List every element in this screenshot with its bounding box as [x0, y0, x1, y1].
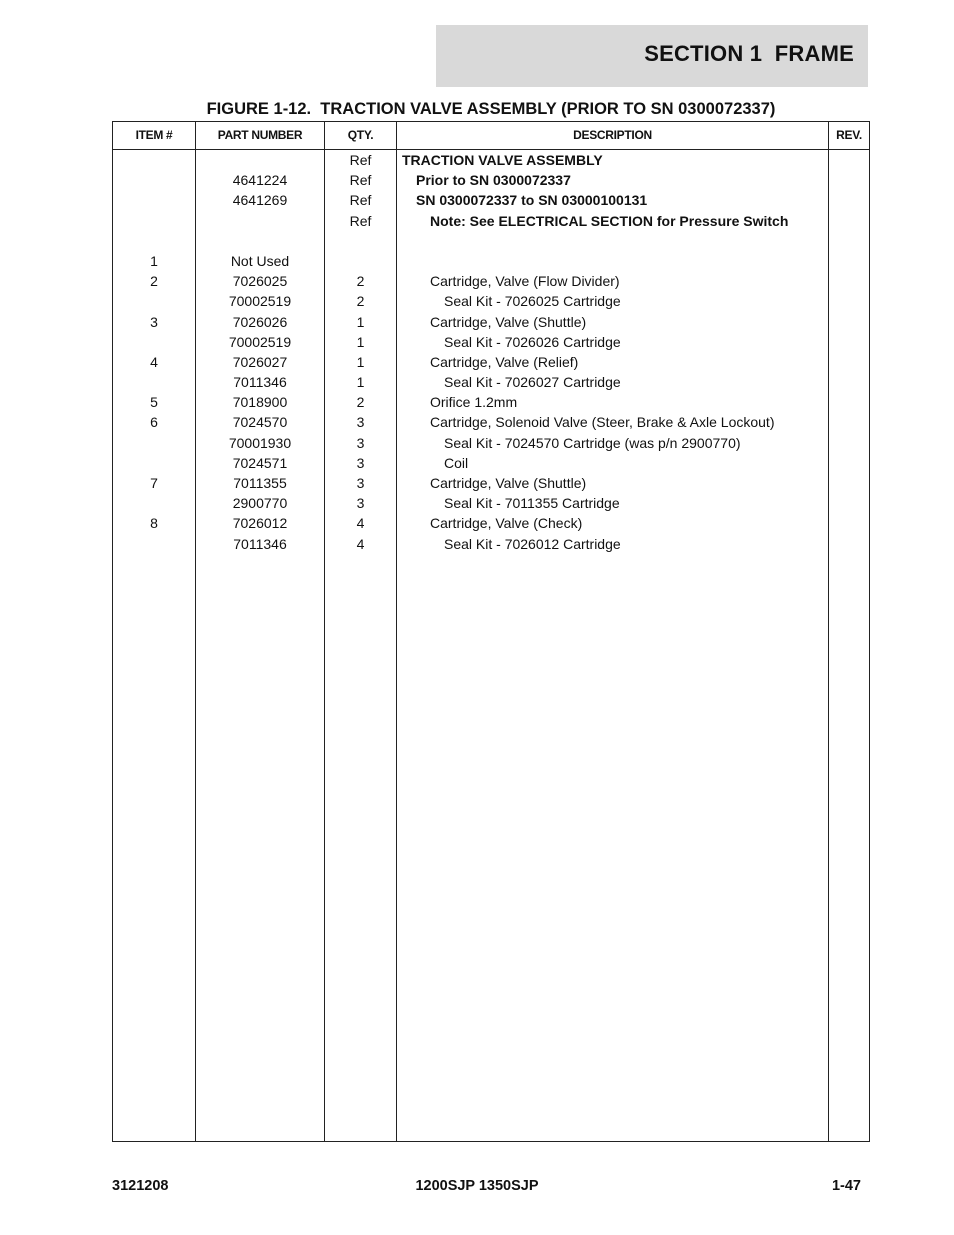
description-cell: Seal Kit - 7026012 Cartridge [444, 535, 621, 552]
quantity-cell: 2 [356, 273, 365, 290]
quantity-cell: 3 [356, 475, 365, 491]
part-number-cell: 7018900 [232, 394, 288, 411]
part-number-cell: 7026012 [232, 515, 288, 532]
column-header-item: ITEM # [135, 128, 173, 142]
part-number-cell: Not Used [230, 252, 290, 269]
part-number-cell: 70002519 [228, 293, 292, 310]
part-number-cell: 4641224 [232, 172, 288, 189]
description-cell: Cartridge, Solenoid Valve (Steer, Brake & Axle Lockout) [430, 414, 775, 431]
section-banner [436, 25, 868, 87]
quantity-cell: Ref [349, 152, 372, 168]
column-header-qty: QTY. [347, 128, 374, 142]
table-row [113, 251, 869, 271]
quantity-cell: 4 [356, 515, 365, 532]
footer-models: 1200SJP 1350SJP [415, 1178, 539, 1194]
item-number-cell: 2 [150, 273, 158, 290]
description-cell: Seal Kit - 7026025 Cartridge [444, 293, 621, 310]
part-number-cell: 2900770 [232, 495, 288, 512]
table-row [113, 291, 869, 311]
table-row [113, 271, 869, 291]
table-row [113, 150, 869, 170]
quantity-cell: 3 [356, 434, 365, 451]
table-row [113, 372, 869, 392]
section-title: SECTION 1 FRAME [644, 41, 854, 66]
part-number-cell: 7024571 [232, 454, 288, 471]
quantity-cell: 1 [356, 333, 365, 350]
footer-doc-number: 3121208 [112, 1178, 169, 1194]
quantity-cell: 4 [356, 535, 365, 552]
part-number-cell: 7011355 [233, 475, 287, 491]
table-row [113, 412, 869, 432]
part-number-cell: 70002519 [228, 333, 292, 350]
quantity-cell: 1 [356, 374, 365, 391]
column-header-description: DESCRIPTION [573, 128, 652, 142]
description-cell: Note: See ELECTRICAL SECTION for Pressure Switch [430, 212, 789, 229]
description-cell: TRACTION VALVE ASSEMBLY [402, 152, 603, 168]
quantity-cell: 3 [356, 454, 365, 471]
description-cell: Coil [444, 454, 469, 471]
table-row [113, 332, 869, 352]
item-number-cell: 6 [150, 414, 158, 431]
part-number-cell: 7011346 [233, 535, 287, 552]
item-number-cell: 1 [150, 252, 158, 269]
table-row [113, 312, 869, 332]
table-body [113, 150, 869, 554]
description-cell: Cartridge, Valve (Flow Divider) [430, 273, 620, 290]
item-number-cell: 8 [150, 515, 158, 532]
table-row [113, 433, 869, 453]
description-cell: Prior to SN 0300072337 [416, 172, 571, 189]
part-number-cell: 7026027 [232, 353, 288, 370]
description-cell: Seal Kit - 7026026 Cartridge [444, 333, 621, 350]
table-row [113, 453, 869, 473]
quantity-cell: Ref [349, 212, 372, 229]
part-number-cell: 4641269 [232, 192, 288, 209]
part-number-cell: 7026025 [232, 273, 288, 290]
part-number-cell: 70001930 [228, 434, 292, 451]
table-row [113, 534, 869, 554]
table-row [113, 170, 869, 190]
description-cell: Cartridge, Valve (Relief) [430, 353, 579, 370]
description-cell: Seal Kit - 7011355 Cartridge [444, 495, 620, 512]
table-row [113, 392, 869, 412]
figure-title: FIGURE 1-12. TRACTION VALVE ASSEMBLY (PRIOR TO SN 0300072337) [206, 100, 776, 118]
parts-table [112, 121, 870, 1142]
description-cell: Cartridge, Valve (Shuttle) [430, 475, 587, 491]
item-number-cell: 7 [150, 475, 158, 491]
quantity-cell: 3 [356, 495, 365, 512]
quantity-cell: Ref [349, 172, 372, 189]
quantity-cell: 3 [356, 414, 365, 431]
table-row [113, 473, 869, 493]
description-cell: Orifice 1.2mm [430, 394, 518, 411]
description-cell: Cartridge, Valve (Check) [430, 515, 583, 532]
table-row [113, 352, 869, 372]
description-cell: SN 0300072337 to SN 03000100131 [416, 192, 648, 209]
description-cell: Cartridge, Valve (Shuttle) [430, 313, 587, 330]
quantity-cell: 2 [356, 293, 365, 310]
item-number-cell: 5 [150, 394, 158, 411]
part-number-cell: 7011346 [233, 374, 287, 391]
quantity-cell: 1 [356, 353, 365, 370]
table-row [113, 190, 869, 210]
quantity-cell: 2 [356, 394, 365, 411]
table-row [113, 231, 869, 251]
column-header-part-number: PART NUMBER [217, 128, 303, 142]
quantity-cell: Ref [349, 192, 372, 209]
column-header-rev: REV. [836, 128, 862, 142]
item-number-cell: 4 [150, 353, 158, 370]
table-row [113, 493, 869, 513]
table-row [113, 513, 869, 533]
footer-page-number: 1-47 [831, 1178, 861, 1194]
table-row [113, 211, 869, 231]
description-cell: Seal Kit - 7024570 Cartridge (was p/n 2900770) [444, 434, 741, 451]
item-number-cell: 3 [150, 313, 158, 330]
part-number-cell: 7024570 [232, 414, 288, 431]
description-cell: Seal Kit - 7026027 Cartridge [444, 374, 621, 391]
quantity-cell: 1 [356, 313, 365, 330]
part-number-cell: 7026026 [232, 313, 288, 330]
